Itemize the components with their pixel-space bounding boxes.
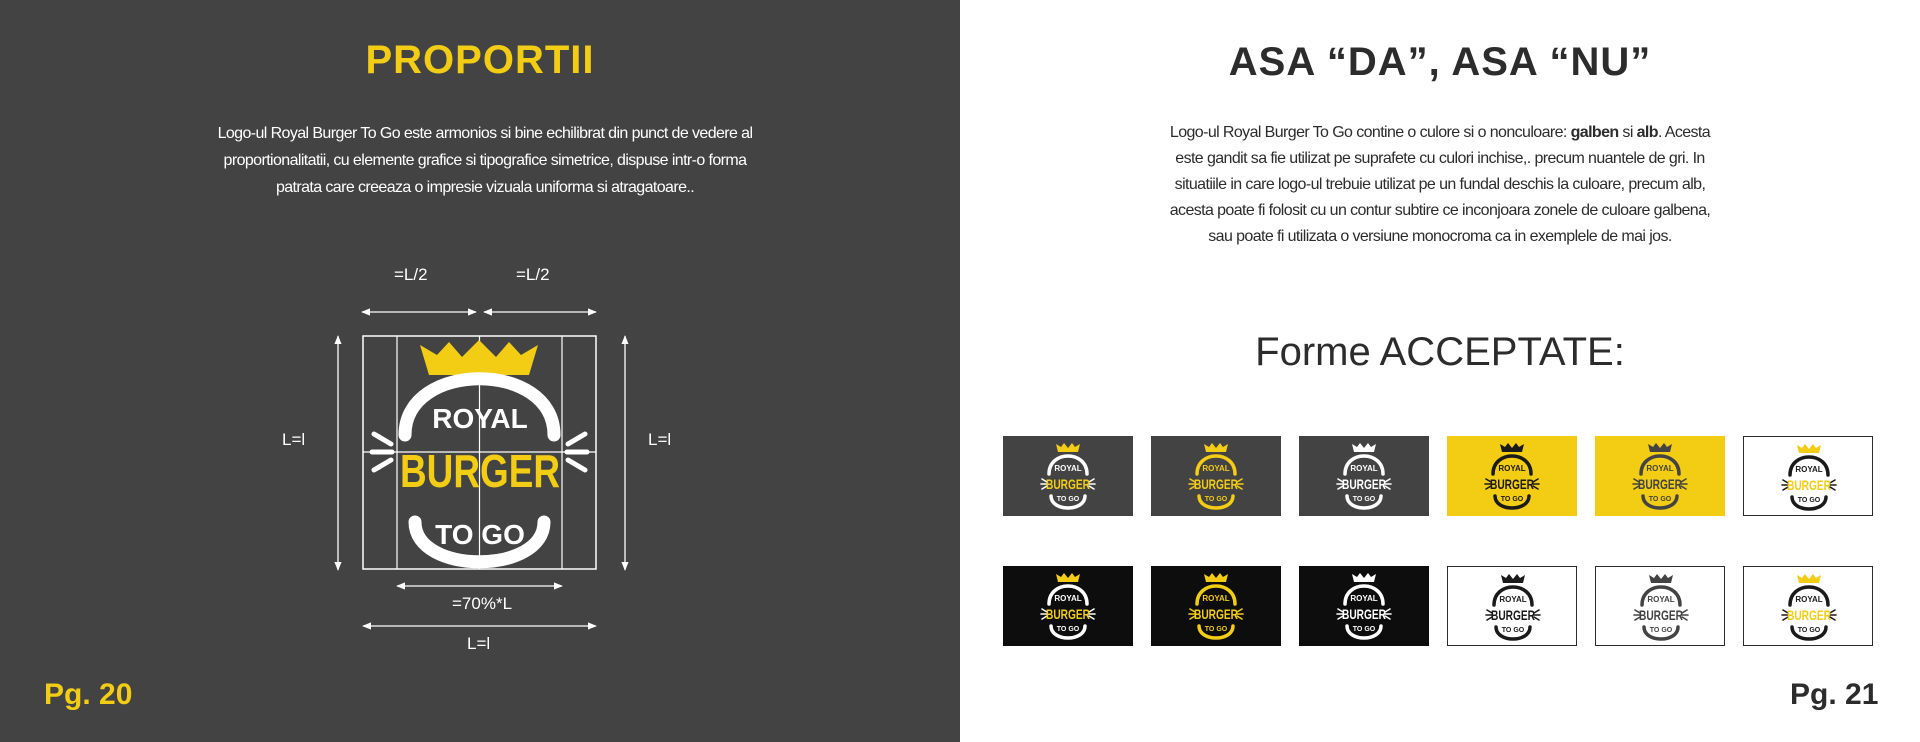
inner-width-label: =70%*L [452,594,513,613]
logo-togo-text: TO GO [1500,496,1524,503]
crown-icon [1649,574,1673,583]
logo-variant-tile [1299,436,1429,516]
logo-togo-text: TO GO [1648,496,1672,503]
logo-togo-text: TO GO [1797,627,1821,634]
logo-royal-text: ROYAL [1350,464,1378,473]
logo-variant-tile [1447,436,1577,516]
logo-togo-text: TO GO [1501,627,1525,634]
usage-title: ASA “DA”, ASA “NU” [1228,40,1652,84]
logo-burger-text: BURGER [400,445,560,497]
logo-burger-text: BURGER [1638,476,1682,492]
crown-icon [1056,443,1080,452]
logo-variant-graphic [1003,436,1133,516]
logo-variant-graphic [1151,436,1281,516]
logo-variant-graphic [1595,436,1725,516]
logo-royal-text: ROYAL [1350,594,1378,603]
sparkle-left-icon [372,434,392,470]
logo-variant-graphic [1448,567,1578,647]
logo-variant-graphic [1744,437,1874,517]
logo-royal-text: ROYAL [1795,465,1823,474]
logo-togo-text: TO GO [1797,497,1821,504]
crown-icon [1056,573,1080,582]
logo-burger-text: BURGER [1046,606,1090,622]
logo-variant-graphic [1299,566,1429,646]
logo-variant-tile [1595,436,1725,516]
logo-burger-text: BURGER [1787,477,1831,493]
logo-variant-tile [1447,566,1577,646]
logo-togo-text: TO GO [1056,626,1080,633]
logo-togo-text: TO GO [1204,626,1228,633]
sparkle-right-icon [567,434,587,470]
proportions-title: PROPORTII [365,38,595,82]
logo-variant-tile [1151,566,1281,646]
logo-togo-text: TO GO [1352,496,1376,503]
logo-togo-text: TO GO [1056,496,1080,503]
logo-variant-tile [1299,566,1429,646]
usage-text-1: Logo-ul Royal Burger To Go contine o culore si o nonculoare: [1169,124,1571,141]
half-width-label-left: =L/2 [394,265,428,284]
half-width-label-right: =L/2 [516,265,550,284]
height-label-right: L=l [648,430,672,449]
logo-variant-graphic [1151,566,1281,646]
crown-icon [1797,574,1821,583]
usage-text-3: . Acesta este gandit sa fie utilizat pe suprafete cu culori inchise,. precum nuantele de gri. In situatiile in care logo-ul trebuie utilizat pe un fundal deschis la culoare, precum alb, acesta poate fi folosit cu un contur subtire ce inconjoara zonele de culoare galbena, sau poate fi utilizata o versiune monocroma ca in exemplele de mai jos. [1169,124,1711,245]
crown-icon [1352,443,1376,452]
logo-royal-text: ROYAL [1646,464,1674,473]
logo-variant-graphic [1596,567,1726,647]
logo-royal-text: ROYAL [1054,594,1082,603]
logo-burger-text: BURGER [1046,476,1090,492]
height-label-left: L=l [282,430,306,449]
page-number-left: Pg. 20 [44,678,133,711]
logo-royal-text: ROYAL [1795,595,1823,604]
royal-burger-logo [372,340,587,562]
crown-icon [1501,574,1525,583]
page-number-right: Pg. 21 [1790,678,1879,711]
crown-icon [1204,443,1228,452]
logo-variant-graphic [1299,436,1429,516]
crown-icon [420,340,538,375]
full-width-label: L=l [467,634,491,653]
logo-burger-text: BURGER [1342,606,1386,622]
logo-burger-text: BURGER [1342,476,1386,492]
logo-variant-graphic [1744,567,1874,647]
crown-icon [1352,573,1376,582]
logo-variant-tile [1743,566,1873,646]
usage-text-2: si [1618,124,1637,141]
crown-icon [1204,573,1228,582]
logo-burger-text: BURGER [1490,476,1534,492]
logo-burger-text: BURGER [1194,606,1238,622]
logo-royal-text: ROYAL [432,403,528,434]
crown-icon [1797,444,1821,453]
logo-variant-tile [1003,436,1133,516]
logo-royal-text: ROYAL [1499,595,1527,604]
logo-burger-text: BURGER [1787,607,1831,623]
logo-variant-graphic [1003,566,1133,646]
usage-bold-yellow: galben [1570,124,1619,141]
logo-royal-text: ROYAL [1202,594,1230,603]
logo-royal-text: ROYAL [1498,464,1526,473]
crown-icon [1500,443,1524,452]
logo-royal-text: ROYAL [1647,595,1675,604]
logo-burger-text: BURGER [1639,607,1683,623]
logo-togo-text: TO GO [1649,627,1673,634]
usage-bold-white: alb [1636,124,1658,141]
logo-variant-graphic [1447,436,1577,516]
logo-variant-tile [1595,566,1725,646]
logo-togo-text: TO GO [1352,626,1376,633]
logo-burger-text: BURGER [1194,476,1238,492]
logo-variant-tile [1003,566,1133,646]
logo-togo-text: TO GO [435,519,525,550]
logo-variant-tile [1743,436,1873,516]
accepted-forms-subtitle: Forme ACCEPTATE: [1255,330,1625,374]
crown-icon [1648,443,1672,452]
logo-burger-text: BURGER [1491,607,1535,623]
logo-variant-tile [1151,436,1281,516]
logo-royal-text: ROYAL [1054,464,1082,473]
proportions-description: Logo-ul Royal Burger To Go este armonios si bine echilibrat din punct de vedere al proportionalitatii, cu elemente grafice si tipografice simetrice, dispuse intr-o forma patrata care creeaza o impresie vizuala uniforma si atragatoare.. [217,125,753,196]
right-page [960,0,1920,742]
usage-description [1160,120,1720,250]
logo-royal-text: ROYAL [1202,464,1230,473]
logo-togo-text: TO GO [1204,496,1228,503]
